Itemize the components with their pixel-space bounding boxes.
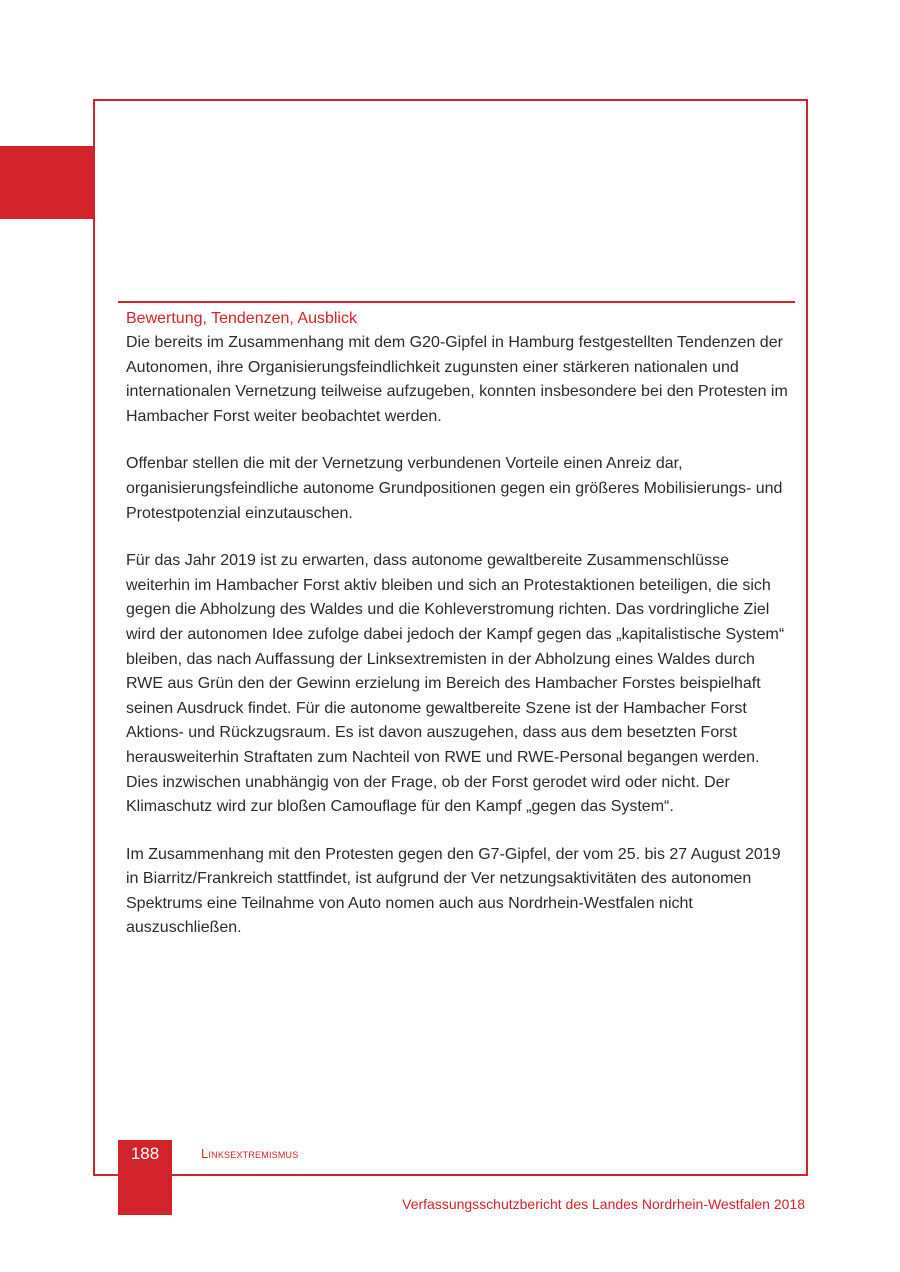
section-heading: Bewertung, Tendenzen, Ausblick [126, 310, 357, 327]
publication-title: Verfassungsschutzbericht des Landes Nordrhein-Westfalen 2018 [402, 1196, 805, 1212]
body-text [126, 331, 791, 941]
paragraph-4: Im Zusammenhang mit den Protesten gegen den G7-Gipfel, der vom 25. bis 27 August 2019 in Biarritz/Frankreich stattfindet, ist aufgrund der Ver netzungsaktivitäten des autonomen Spektrums eine Teilnahme von Auto nomen auch aus Nordrhein-Westfalen nicht auszuschließen. [126, 845, 781, 937]
running-section-label: Linksextremismus [201, 1146, 299, 1161]
chapter-tab-marker [0, 146, 93, 219]
section-divider [118, 301, 795, 303]
page-number-box [118, 1140, 172, 1215]
paragraph-1: Die bereits im Zusammenhang mit dem G20-Gipfel in Hamburg festgestellten Tendenzen der Autonomen, ihre Organisierungsfeindlichkeit zugunsten einer stärkeren nationalen und internationalen Vernetzung teilweise aufzugeben, konnten insbesondere bei den Protesten im Hambacher Forst weiter beobachtet werden. [126, 334, 788, 425]
paragraph-3: Für das Jahr 2019 ist zu erwarten, dass autonome gewaltbereite Zusammenschlüsse weiterhin im Hambacher Forst aktiv bleiben und sich an Protestaktionen beteiligen, die sich gegen die Abholzung des Waldes und die Kohleverstromung richten. Das vordringliche Ziel wird der autonomen Idee zufolge dabei jedoch der Kampf gegen das „kapitalistische System“ bleiben, das nach Auffassung der Linksextremisten in der Abholzung eines Waldes durch RWE aus Grün den der Gewinn erzielung im Bereich des Hambacher Forstes beispielhaft seinen Ausdruck findet. Für die autonome gewaltbereite Szene ist der Hambacher Forst Aktions- und Rückzugsraum. Es ist davon auszugehen, dass aus dem besetzten Forst herausweiterhin Straftaten zum Nachteil von RWE und RWE-Personal begangen werden. Dies inzwischen unabhängig von der Frage, ob der Forst gerodet wird oder nicht. Der Klimaschutz wird zur bloßen Camouflage für den Kampf „gegen das System“. [126, 552, 785, 816]
paragraph-2: Offenbar stellen die mit der Vernetzung verbundenen Vorteile einen Anreiz dar, organisierungsfeindliche autonome Grundpositionen gegen ein größeres Mobilisierungs- und Protestpotenzial einzutauschen. [126, 455, 783, 522]
page-number: 188 [130, 1144, 160, 1163]
